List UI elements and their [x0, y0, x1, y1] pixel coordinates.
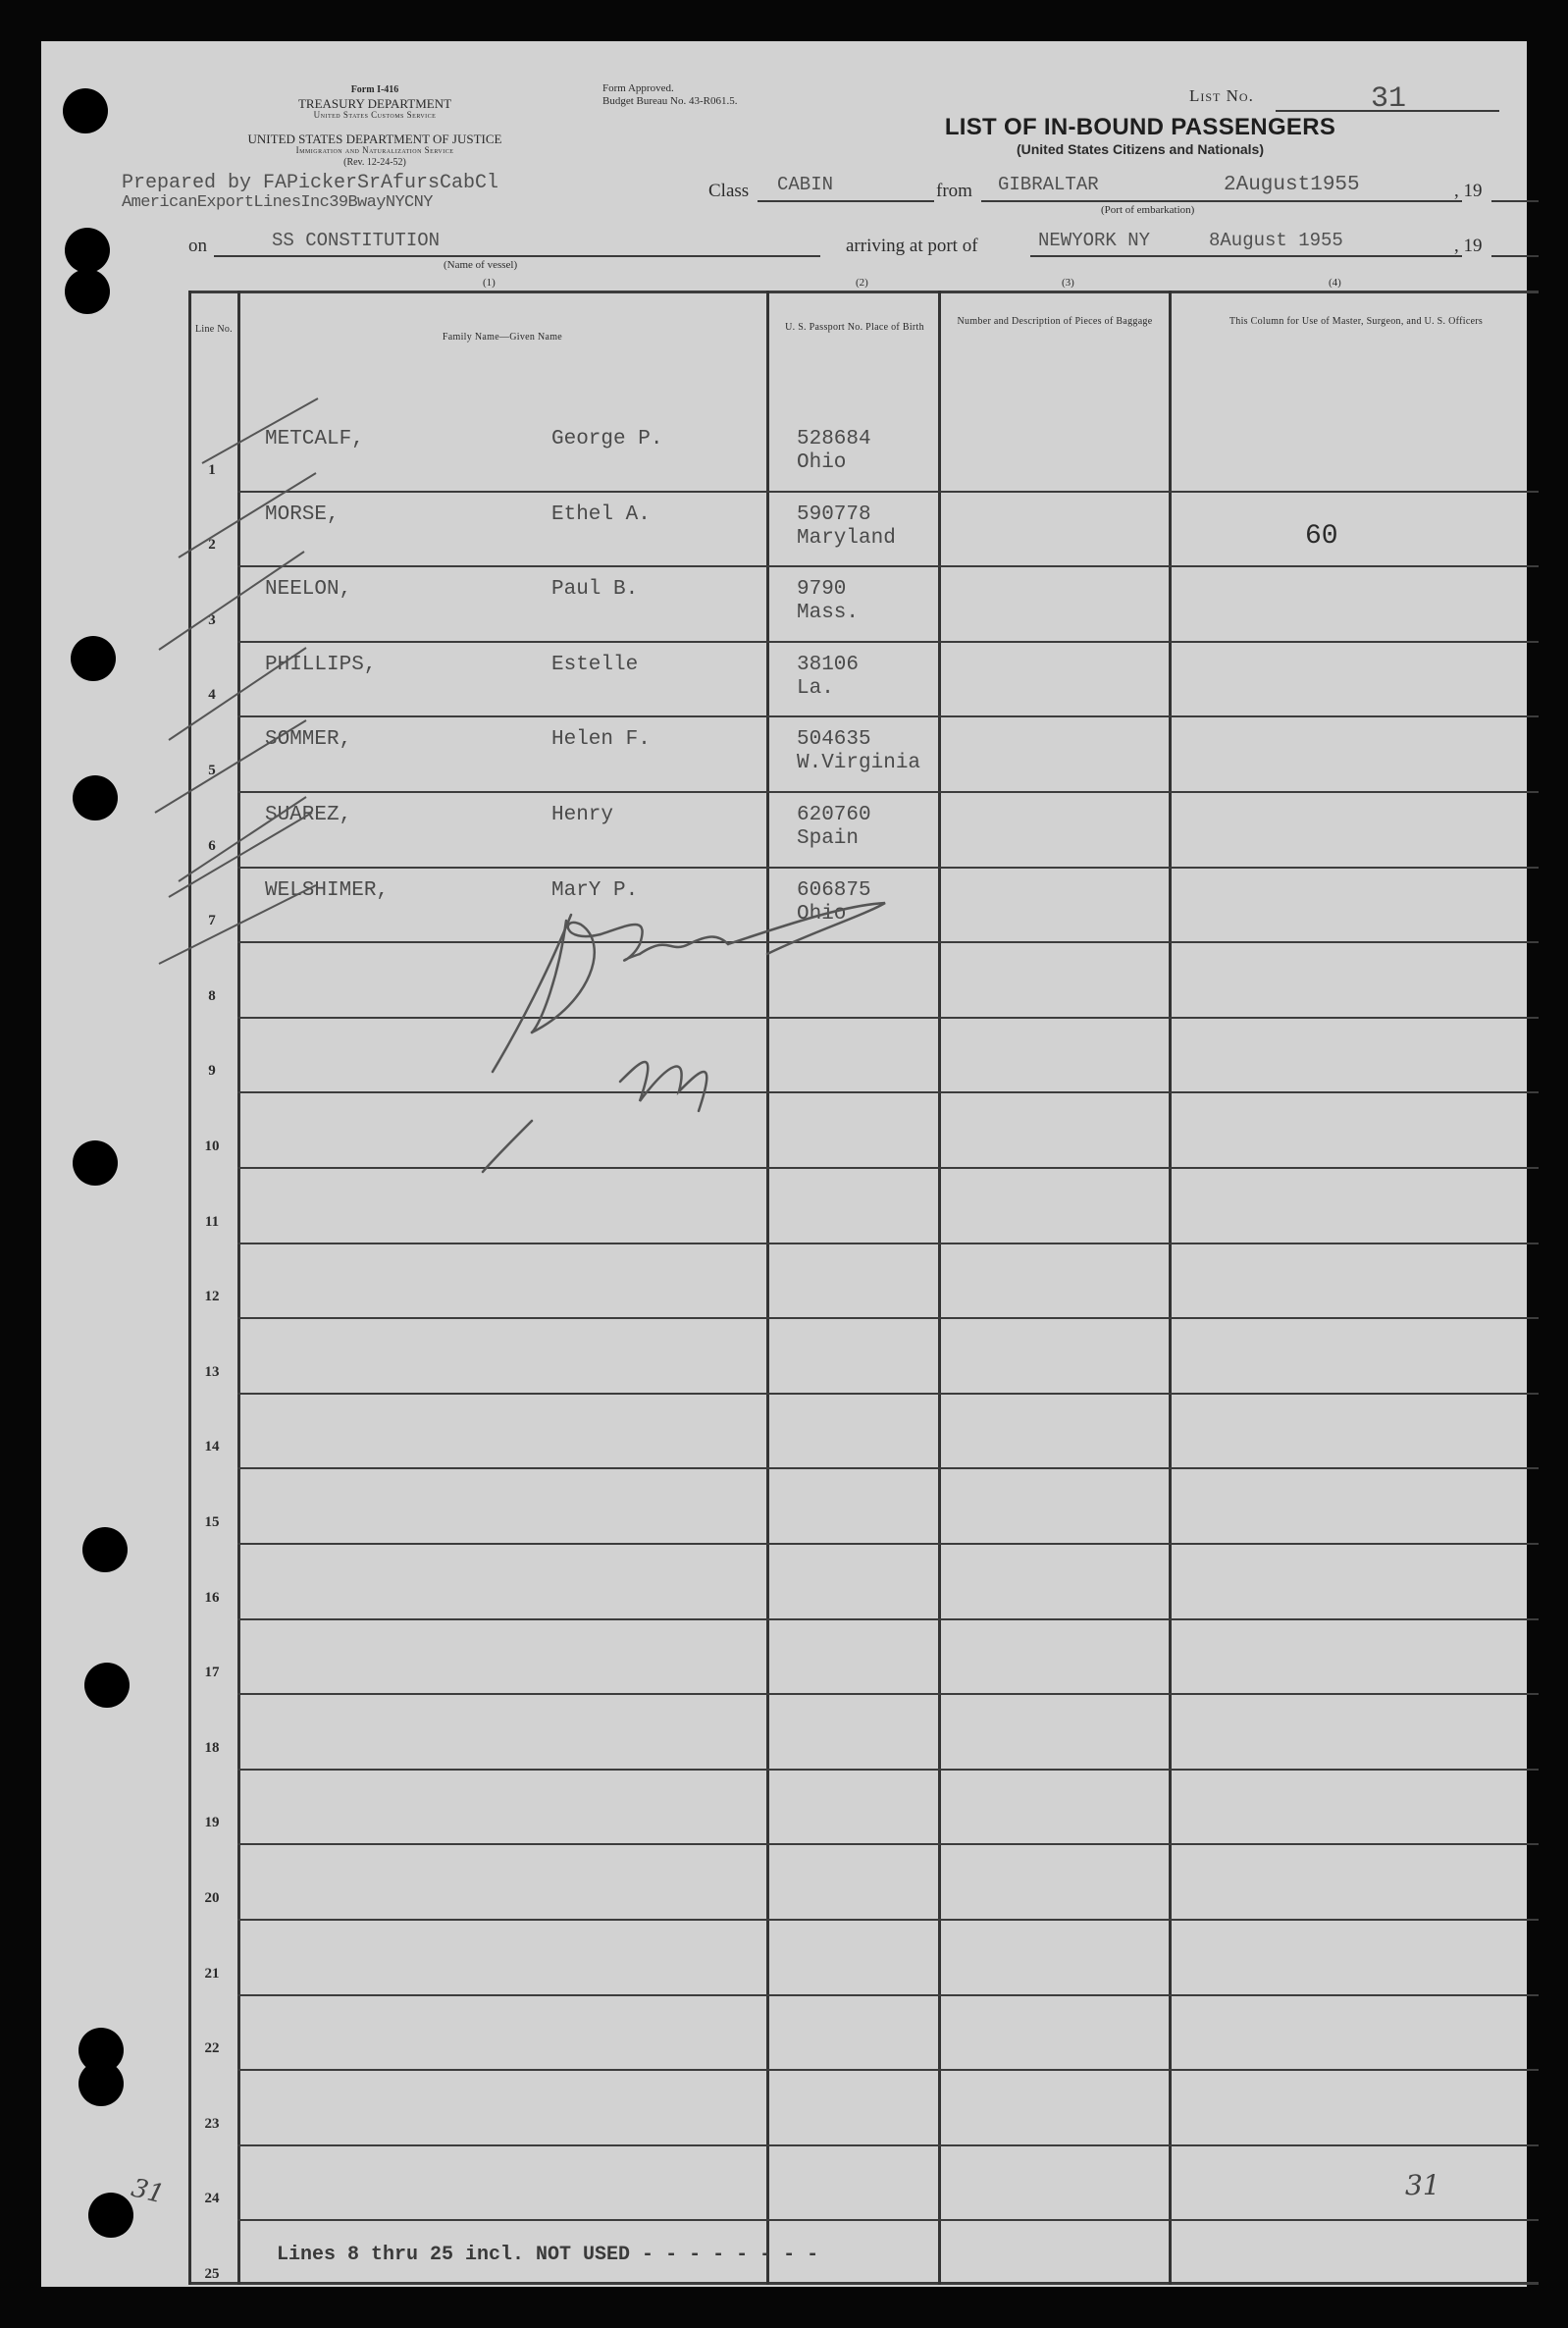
budget-bureau: Budget Bureau No. 43-R061.5. — [602, 95, 738, 107]
row-rule — [237, 641, 1539, 643]
arriving-label: arriving at port of — [846, 236, 978, 256]
line-number: 25 — [204, 2266, 220, 2282]
place-of-birth: Ohio — [797, 902, 847, 926]
passenger-family-name: SUAREZ, — [265, 804, 352, 826]
from-label: from — [936, 181, 972, 201]
line-number: 8 — [208, 987, 216, 1004]
line-number: 4 — [208, 687, 216, 704]
class-label: Class — [708, 181, 750, 201]
row-rule — [237, 1693, 1539, 1695]
passenger-given-name: Henry — [551, 804, 614, 826]
line-number: 13 — [204, 1363, 220, 1380]
line-number: 10 — [204, 1138, 220, 1154]
row-rule — [237, 1543, 1539, 1545]
revision-date: (Rev. 12-24-52) — [343, 157, 406, 168]
line-number: 2 — [208, 537, 216, 554]
binder-hole — [73, 775, 118, 820]
passport-divider — [938, 291, 941, 2285]
row-rule — [237, 715, 1539, 717]
table-top-border — [188, 291, 1539, 293]
line-number: 12 — [204, 1289, 220, 1305]
passenger-given-name: Paul B. — [551, 578, 639, 602]
col-header-passport: U. S. Passport No. Place of Birth — [785, 322, 924, 333]
on-label: on — [188, 236, 207, 256]
year-prefix-1: , 19 — [1454, 181, 1483, 201]
binder-hole — [63, 88, 108, 133]
col-header-officers: This Column for Use of Master, Surgeon, and U. S. Officers — [1228, 316, 1484, 327]
row-rule — [237, 867, 1539, 869]
port-embark-caption: (Port of embarkation) — [1101, 204, 1195, 216]
line-number: 6 — [208, 837, 216, 854]
line-number: 14 — [204, 1439, 220, 1455]
row-rule — [237, 1393, 1539, 1395]
place-of-birth: Ohio — [797, 451, 847, 474]
line-number: 15 — [204, 1514, 220, 1530]
passenger-family-name: METCALF, — [265, 428, 364, 450]
port-of-embarkation: GIBRALTAR — [998, 174, 1099, 195]
officer-signature — [473, 885, 1022, 1180]
row-rule — [237, 1994, 1539, 1996]
binder-hole — [71, 636, 116, 681]
passenger-given-name: Helen F. — [551, 728, 651, 752]
passenger-given-name: Ethel A. — [551, 503, 651, 526]
passport-number: 504635 — [797, 728, 871, 752]
line-number: 5 — [208, 763, 216, 778]
embarkation-date: 2August1955 — [1224, 174, 1360, 196]
document-title: LIST OF IN-BOUND PASSENGERS — [944, 114, 1336, 140]
class-value: CABIN — [777, 174, 834, 195]
line-number: 11 — [204, 1213, 220, 1230]
binder-hole — [73, 1140, 118, 1186]
binder-hole — [65, 269, 110, 314]
binder-hole — [84, 1663, 130, 1708]
list-no-label: List No. — [1189, 86, 1254, 105]
class-underline — [758, 200, 934, 202]
binder-hole — [82, 1527, 128, 1572]
vessel-underline — [214, 255, 820, 257]
row-rule — [237, 1317, 1539, 1319]
treasury-department: TREASURY DEPARTMENT — [297, 96, 452, 111]
line-number: 16 — [204, 1589, 220, 1606]
ins-service: Immigration and Naturalization Service — [295, 145, 454, 155]
list-no-value: 31 — [1371, 82, 1407, 116]
binder-hole — [78, 2061, 124, 2106]
line-number: 17 — [204, 1665, 220, 1681]
check-marks — [139, 336, 375, 983]
line-number: 18 — [204, 1739, 220, 1756]
place-of-birth: Maryland — [797, 526, 896, 550]
arrival-date: 8August 1955 — [1209, 230, 1343, 251]
passport-number: 606875 — [797, 878, 871, 902]
place-of-birth: Mass. — [797, 602, 860, 625]
row-rule — [237, 2144, 1539, 2146]
passenger-family-name: SOMMER, — [265, 728, 352, 752]
binder-hole — [65, 228, 110, 273]
year-prefix-2: , 19 — [1454, 236, 1483, 256]
passport-number: 9790 — [797, 578, 847, 602]
line-number: 22 — [204, 2040, 220, 2057]
passenger-family-name: WELSHIMER, — [265, 878, 390, 902]
binder-hole — [88, 2193, 133, 2238]
passport-number: 590778 — [797, 503, 871, 526]
col-num-3: (3) — [1062, 277, 1074, 289]
row-rule — [237, 1467, 1539, 1469]
list-no-handwritten-left: 31 — [128, 2173, 168, 2210]
passport-number: 620760 — [797, 804, 871, 826]
form-number: Form I-416 — [350, 84, 399, 95]
officer-note: 60 — [1305, 520, 1338, 552]
place-of-birth: W.Virginia — [797, 752, 921, 775]
line-number: 19 — [204, 1815, 220, 1831]
line-number: 20 — [204, 1890, 220, 1906]
row-rule — [237, 2069, 1539, 2071]
name-divider — [766, 291, 769, 2285]
line-number: 1 — [208, 461, 216, 478]
row-rule — [237, 491, 1539, 493]
document-page — [41, 41, 1527, 2287]
col-num-4: (4) — [1329, 277, 1341, 289]
form-approved: Form Approved. — [602, 82, 674, 94]
col-header-name: Family Name—Given Name — [442, 332, 563, 343]
list-no-handwritten-right: 31 — [1405, 2169, 1440, 2201]
line-number: 7 — [208, 913, 216, 929]
col-header-baggage: Number and Description of Pieces of Baggage — [957, 316, 1153, 327]
arrival-underline — [1030, 255, 1462, 257]
col-num-2: (2) — [856, 277, 868, 289]
passenger-given-name: Estelle — [551, 653, 639, 676]
line-number: 21 — [204, 1965, 220, 1982]
row-rule — [237, 1769, 1539, 1771]
row-rule — [237, 1919, 1539, 1921]
justice-department: UNITED STATES DEPARTMENT OF JUSTICE — [247, 132, 502, 146]
year-underline-1 — [1491, 200, 1539, 202]
prepared-by-line-1: Prepared by FAPickerSrAfursCabCl — [122, 172, 499, 194]
passport-number: 528684 — [797, 428, 871, 450]
passenger-family-name: NEELON, — [265, 578, 352, 602]
row-rule — [237, 565, 1539, 567]
passenger-given-name: MarY P. — [551, 878, 639, 902]
not-used-note: Lines 8 thru 25 incl. NOT USED - - - - - - - - — [277, 2244, 819, 2266]
line-number: 23 — [204, 2115, 220, 2132]
line-number: 9 — [208, 1063, 216, 1080]
arrival-port: NEWYORK NY — [1038, 230, 1151, 251]
row-rule — [237, 1243, 1539, 1244]
passport-number: 38106 — [797, 653, 860, 676]
row-rule — [237, 791, 1539, 793]
passenger-family-name: MORSE, — [265, 503, 340, 526]
row-rule — [237, 1618, 1539, 1620]
table-bottom-border — [188, 2282, 1539, 2285]
line-number: 24 — [204, 2191, 220, 2207]
customs-service: United States Customs Service — [313, 110, 437, 120]
vessel-caption: (Name of vessel) — [444, 259, 518, 271]
vessel-name: SS CONSTITUTION — [272, 230, 441, 251]
year-underline-2 — [1491, 255, 1539, 257]
prepared-by-line-2: AmericanExportLinesInc39BwayNYCNY — [122, 193, 433, 212]
passenger-given-name: George P. — [551, 428, 663, 450]
from-underline — [981, 200, 1462, 202]
document-subtitle: (United States Citizens and Nationals) — [1016, 141, 1265, 157]
place-of-birth: Spain — [797, 827, 860, 850]
row-rule — [237, 1843, 1539, 1845]
baggage-divider — [1169, 291, 1172, 2285]
row-rule — [237, 2219, 1539, 2221]
place-of-birth: La. — [797, 676, 834, 700]
line-number: 3 — [208, 611, 216, 628]
passenger-family-name: PHILLIPS, — [265, 653, 377, 676]
col-header-line-no: Line No. — [195, 324, 233, 335]
col-num-1: (1) — [483, 277, 496, 289]
